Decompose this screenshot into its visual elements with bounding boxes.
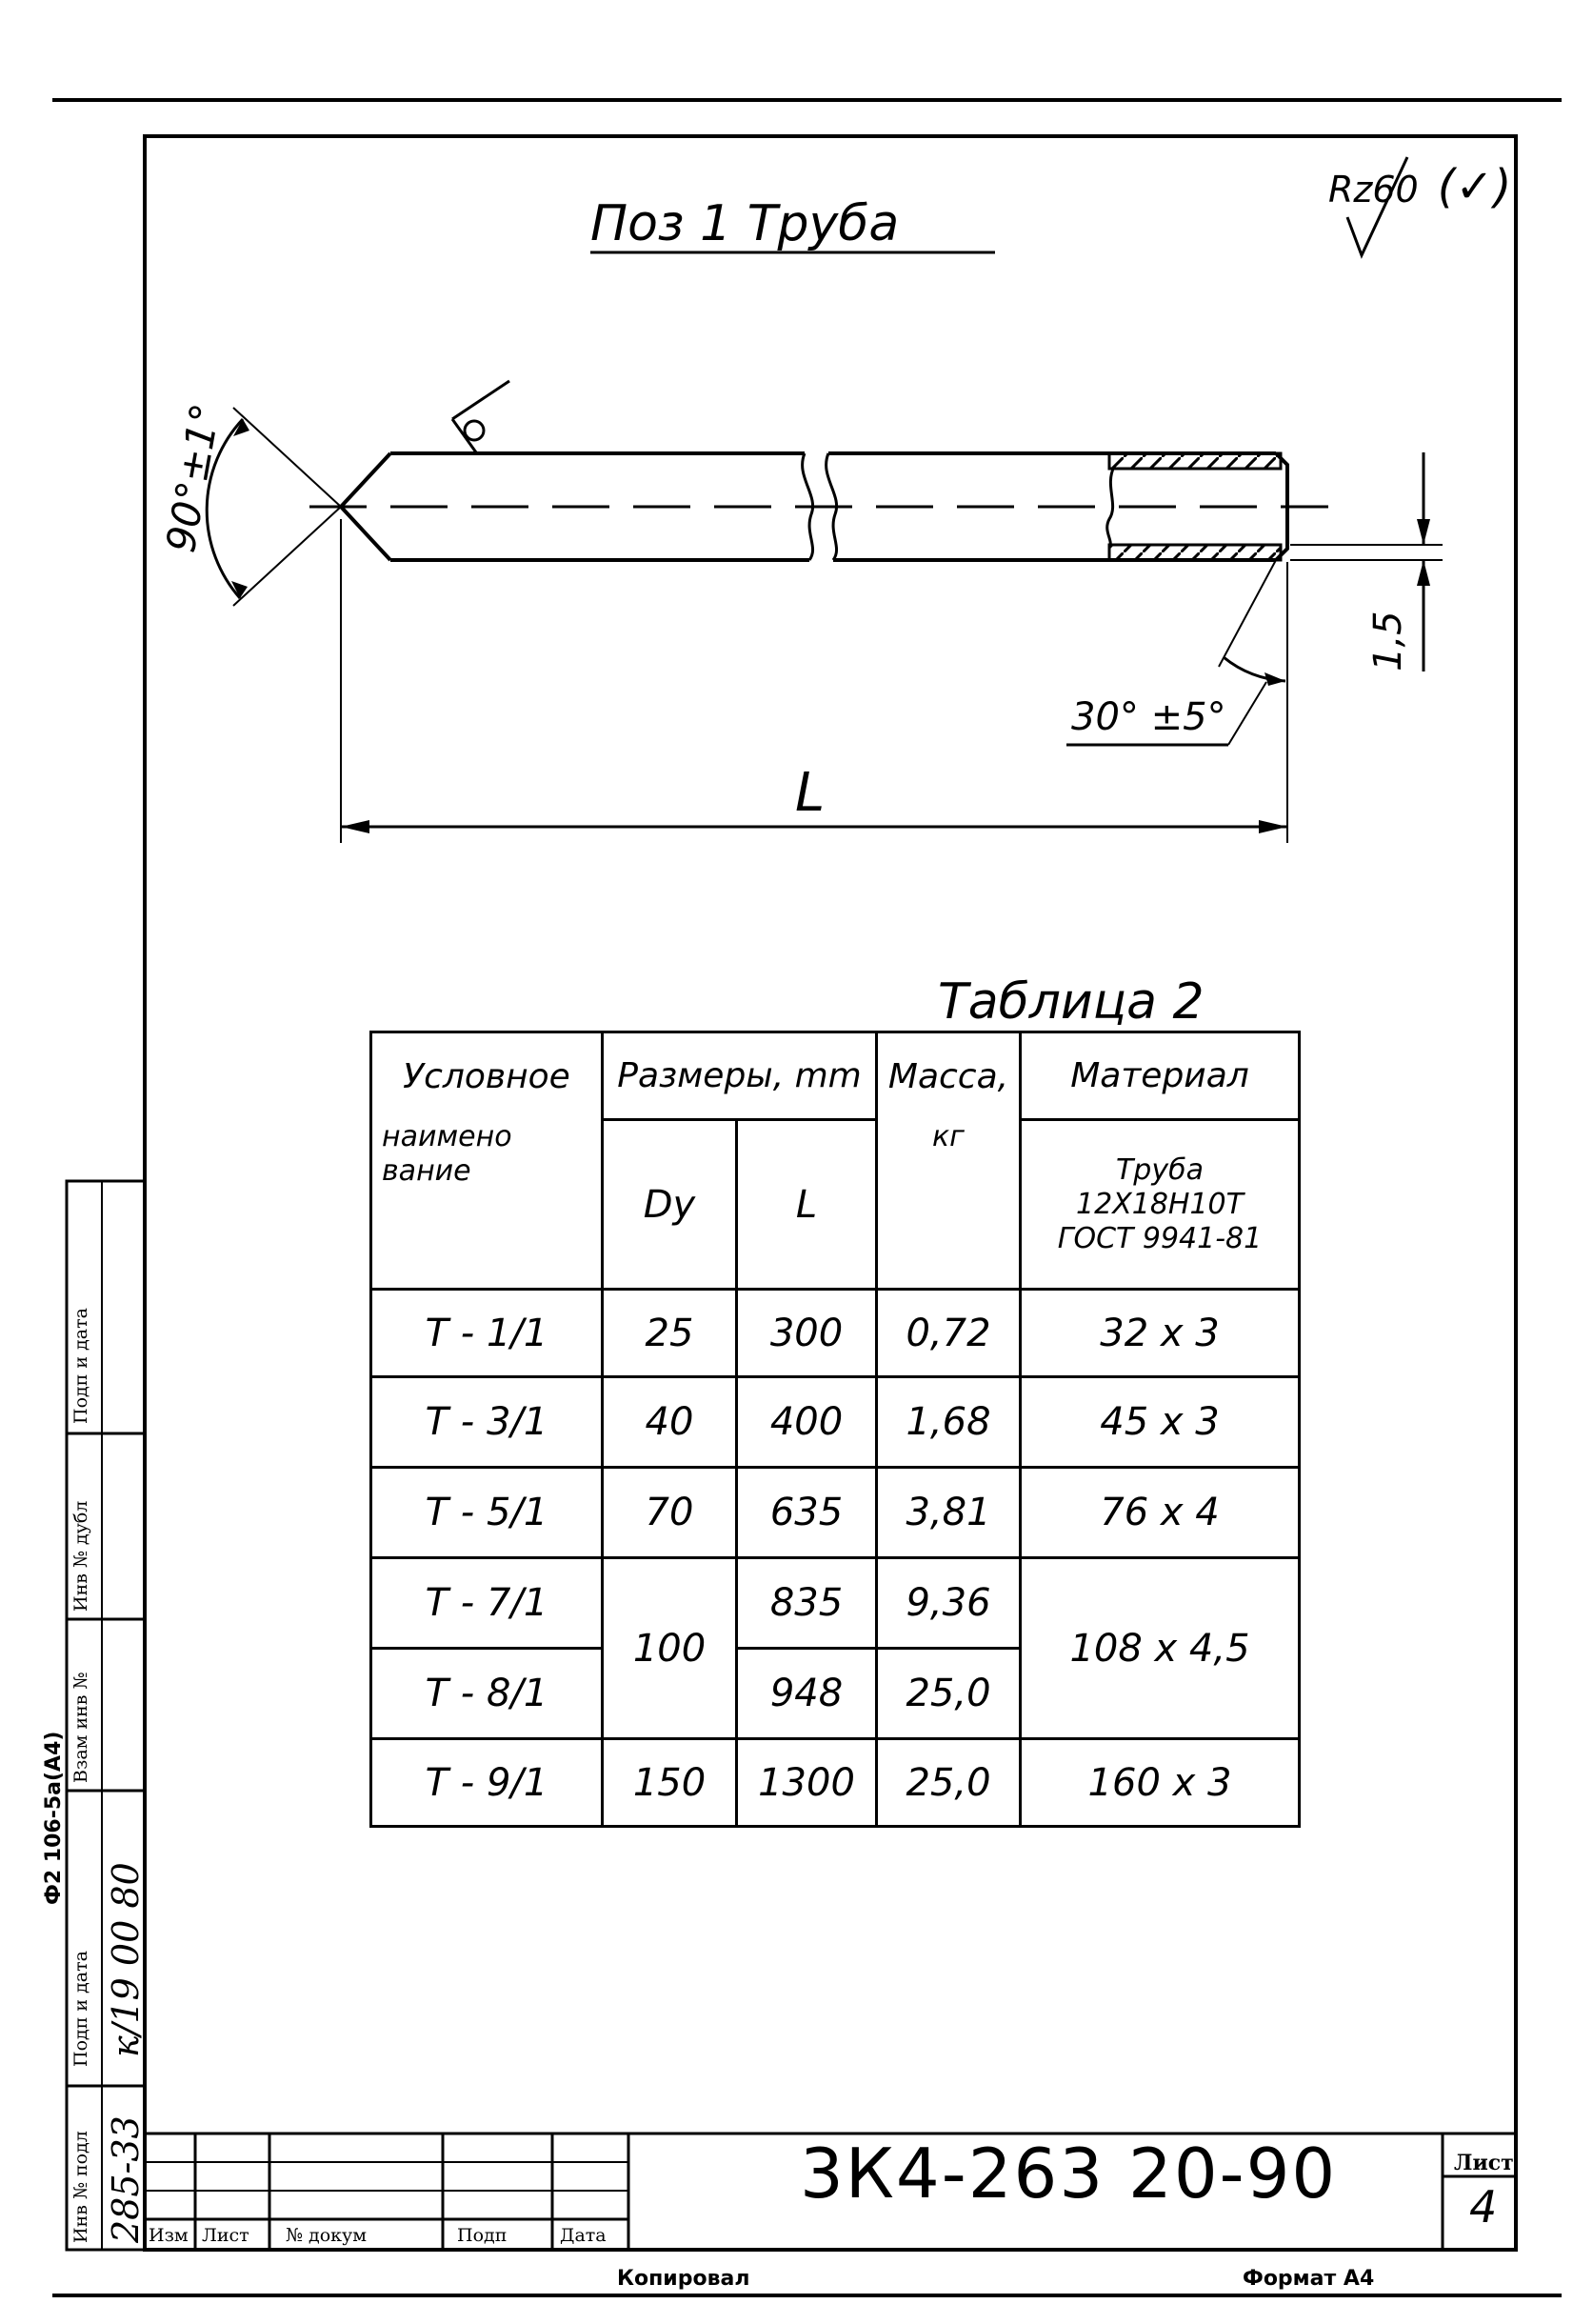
stamp-col-dokum: № докум: [286, 2225, 367, 2246]
row-dy: 70: [603, 1468, 737, 1558]
row-mass: 0,72: [877, 1290, 1021, 1377]
row-mass: 1,68: [877, 1377, 1021, 1468]
margin-handwritten-inv: 285-33: [105, 2115, 147, 2243]
table-row: [371, 1739, 1300, 1827]
row-mass: 25,0: [877, 1739, 1021, 1827]
row-dy: 40: [603, 1377, 737, 1468]
margin-podp-data-1: Подп и дата: [70, 1951, 91, 2067]
row-name: Т - 7/1: [371, 1558, 603, 1649]
header-mass: Масса,: [877, 1032, 1021, 1120]
stamp-col-data: Дата: [560, 2225, 607, 2246]
row-dy: 150: [603, 1739, 737, 1827]
stamp-col-izm: Изм: [149, 2225, 189, 2246]
margin-podp-data-2: Подп и дата: [70, 1308, 91, 1424]
sheet-number: 4: [1469, 2181, 1498, 2233]
row-l: 635: [737, 1468, 877, 1558]
header-mass-unit: кг: [877, 1120, 1021, 1290]
row-l: 300: [737, 1290, 877, 1377]
table-row: [371, 1468, 1300, 1558]
format-label: Формат А4: [1243, 2267, 1375, 2291]
header-dy: Dy: [603, 1120, 737, 1290]
material-spec-3: ГОСТ 9941-81: [1057, 1221, 1263, 1255]
table-row: [371, 1290, 1300, 1377]
bevel-angle-dim: 30° ±5°: [1071, 695, 1226, 739]
stamp-col-podp: Подп: [457, 2225, 508, 2246]
length-dim: L: [795, 762, 826, 824]
header-name: Условное: [371, 1032, 603, 1120]
header-dims: Размеры, mm: [603, 1032, 877, 1120]
material-spec-1: Труба: [1115, 1152, 1204, 1187]
pipe-table: [369, 1031, 1301, 1828]
row-name: Т - 1/1: [371, 1290, 603, 1377]
header-material: Материал: [1021, 1032, 1300, 1120]
copied-label: Копировал: [617, 2267, 750, 2291]
table-title: Таблица 2: [938, 973, 1205, 1031]
wall-thickness-dim: 1,5: [1366, 611, 1410, 671]
sheet-label: Лист: [1454, 2151, 1514, 2175]
row-dy: 25: [603, 1290, 737, 1377]
form-code: Ф2 106-5а(А4): [42, 1731, 66, 1905]
row-size: 32 х 3: [1021, 1290, 1300, 1377]
row-mass: 25,0: [877, 1649, 1021, 1739]
material-spec-2: 12Х18Н10Т: [1076, 1187, 1244, 1221]
row-dy: 100: [603, 1558, 737, 1739]
row-l: 1300: [737, 1739, 877, 1827]
roughness-value: Rz60: [1328, 169, 1419, 210]
roughness-check: (✓): [1437, 160, 1512, 213]
row-size: 76 х 4: [1021, 1468, 1300, 1558]
row-mass: 3,81: [877, 1468, 1021, 1558]
row-mass: 9,36: [877, 1558, 1021, 1649]
row-l: 835: [737, 1558, 877, 1649]
margin-inv-dubl: Инв № дубл: [70, 1500, 91, 1612]
header-l: L: [737, 1120, 877, 1290]
header-name-sub: наимено вание: [371, 1120, 603, 1290]
row-name: Т - 5/1: [371, 1468, 603, 1558]
roughness-label: [1328, 160, 1511, 213]
header-material-spec: [1021, 1120, 1300, 1290]
margin-vzam-inv: Взам инв №: [70, 1672, 91, 1783]
row-name: Т - 9/1: [371, 1739, 603, 1827]
row-l: 400: [737, 1377, 877, 1468]
drawing-title: Поз 1 Труба: [590, 195, 900, 252]
row-size: 108 х 4,5: [1021, 1558, 1300, 1739]
row-size: 45 х 3: [1021, 1377, 1300, 1468]
margin-handwritten-date: к/19 00 80: [105, 1862, 147, 2057]
margin-inv-podl: Инв № подл: [70, 2131, 91, 2243]
table-row: [371, 1558, 1300, 1649]
cone-angle-dim: 90°±1°: [157, 400, 229, 556]
row-l: 948: [737, 1649, 877, 1739]
row-name: Т - 8/1: [371, 1649, 603, 1739]
stamp-col-list: Лист: [202, 2225, 249, 2246]
row-name: Т - 3/1: [371, 1377, 603, 1468]
document-number: 3К4-263 20-90: [800, 2134, 1338, 2214]
row-size: 160 х 3: [1021, 1739, 1300, 1827]
table-row: [371, 1377, 1300, 1468]
